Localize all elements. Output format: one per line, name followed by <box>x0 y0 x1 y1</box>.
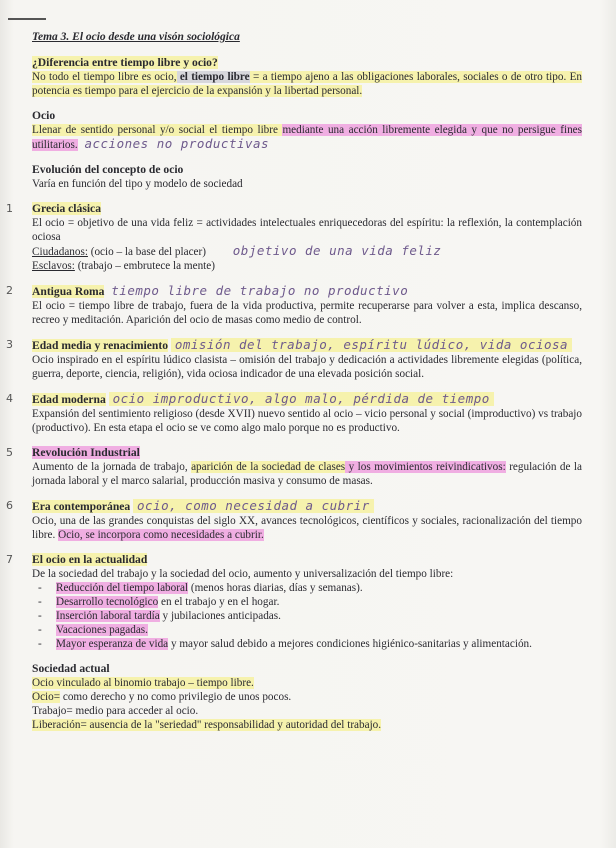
section-grecia <box>6 202 582 273</box>
section-text: Varía en función del tipo y modelo de sociedad <box>32 178 243 190</box>
section-text: No todo el tiempo libre es ocio, el tiempo libre = a tiempo ajeno a las obligaciones laborales, sociales o de otro tipo. En potencia es tiempo para el ejercicio de la expansión y la libertad personal. <box>32 71 582 97</box>
section-evolucion <box>32 163 582 191</box>
section-revolucion-industrial <box>6 446 582 488</box>
section-actualidad <box>6 553 582 651</box>
section-heading: Evolución del concepto de ocio <box>32 163 184 176</box>
section-heading: Grecia clásica <box>32 202 102 215</box>
margin-mark: 6 <box>6 499 13 512</box>
handwritten-note: ocio, como necesidad a cubrir <box>133 499 374 513</box>
list-item: - Inserción laboral tardía y jubilaciones anticipadas. <box>56 609 582 623</box>
section-text: Aumento de la jornada de trabajo, aparición de la sociedad de clases y los movimientos reivindicativos: regulación de la jornada laboral y el marco salarial, producción masiva y consumo de masas. <box>32 461 582 487</box>
section-heading: Revolución Industrial <box>32 446 140 459</box>
section-text: De la sociedad del trabajo y la sociedad del ocio, aumento y universalización del tiempo libre: <box>32 568 454 580</box>
handwritten-note: omisión del trabajo, espíritu lúdico, vida ociosa <box>171 338 572 352</box>
top-rule <box>8 18 46 20</box>
section-edad-media <box>6 337 582 381</box>
handwritten-note: objetivo de una vida feliz <box>232 243 442 258</box>
document-title: Tema 3. El ocio desde una visón sociológica <box>32 31 240 43</box>
section-text: Ocio inspirado en el espíritu lúdico clasista – omisión del trabajo y dedicación a actividades libremente elegidas (política, guerra, deporte, ciencia, religión), vida ociosa indicador de una elevada posición social. <box>32 354 582 380</box>
section-text: El ocio = tiempo libre de trabajo, fuera de la vida productiva, permite recuperarse para volver a esta, implica descanso, recreo y meditación. Aparición del ocio de masas como medio de control. <box>32 300 582 326</box>
list-item: - Vacaciones pagadas. <box>56 623 582 637</box>
margin-mark: 1 <box>6 202 13 215</box>
section-text: Expansión del sentimiento religioso (desde XVII) nuevo sentido al ocio – vicio personal y social (improductivo) vs trabajo (productivo). En esta etapa el ocio se ve como algo malo porque no es productivo. <box>32 408 582 434</box>
section-text: Llenar de sentido personal y/o social el tiempo libre mediante una acción libremente elegida y que no persigue fines utilitarios. acciones no productivas <box>32 124 582 151</box>
handwritten-note: tiempo libre de trabajo no productivo <box>111 283 409 298</box>
actualidad-list <box>32 581 582 651</box>
section-heading: Era contemporánea <box>32 500 131 513</box>
section-ocio <box>32 109 582 152</box>
list-item: - Reducción del tiempo laboral (menos horas diarias, días y semanas). <box>56 581 582 595</box>
section-tiempo-libre <box>32 56 582 98</box>
document-content <box>6 30 582 743</box>
section-sociedad-actual: Sociedad actual Ocio vinculado al binomio trabajo – tiempo libre. Ocio= como derecho y no como privilegio de unos pocos. Trabajo= medio para acceder al ocio. Liberación= ausencia de la "seriedad" responsabilidad y autoridad del trabajo. <box>32 662 582 732</box>
list-item: - Mayor esperanza de vida y mayor salud debido a mejores condiciones higiénico-sanitarias y alimentación. <box>56 637 582 651</box>
section-era-contemporanea <box>6 498 582 542</box>
ciudadanos-line: Ciudadanos: (ocio – la base del placer) objetivo de una vida feliz <box>32 244 582 259</box>
margin-mark: 7 <box>6 553 13 566</box>
section-roma <box>6 283 582 327</box>
margin-mark: 3 <box>6 338 13 351</box>
list-item: - Desarrollo tecnológico en el trabajo y en el hogar. <box>56 595 582 609</box>
margin-mark: 2 <box>6 284 13 297</box>
esclavos-line: Esclavos: (trabajo – embrutece la mente) <box>32 260 215 272</box>
section-text: Ocio, una de las grandes conquistas del siglo XX, avances tecnológicos, científicos y sociales, racionalización del tiempo libre. Ocio, se incorpora como necesidades a cubrir. <box>32 515 582 541</box>
margin-mark: 5 <box>6 446 13 459</box>
section-heading: Antigua Roma <box>32 285 105 298</box>
section-text: El ocio = objetivo de una vida feliz = actividades intelectuales enriquecedoras del espíritu: la reflexión, la contemplación ociosa <box>32 217 582 243</box>
section-heading: ¿Diferencia entre tiempo libre y ocio? <box>32 56 218 69</box>
handwritten-note: acciones no productivas <box>84 136 270 151</box>
section-heading: El ocio en la actualidad <box>32 553 148 566</box>
section-heading: Edad media y renacimiento <box>32 339 169 352</box>
section-heading: Edad moderna <box>32 393 106 406</box>
section-edad-moderna <box>6 391 582 435</box>
section-heading: Sociedad actual <box>32 662 110 675</box>
handwritten-note: ocio improductivo, algo malo, pérdida de tiempo <box>109 392 494 406</box>
section-heading: Ocio <box>32 109 56 122</box>
margin-mark: 4 <box>6 392 13 405</box>
